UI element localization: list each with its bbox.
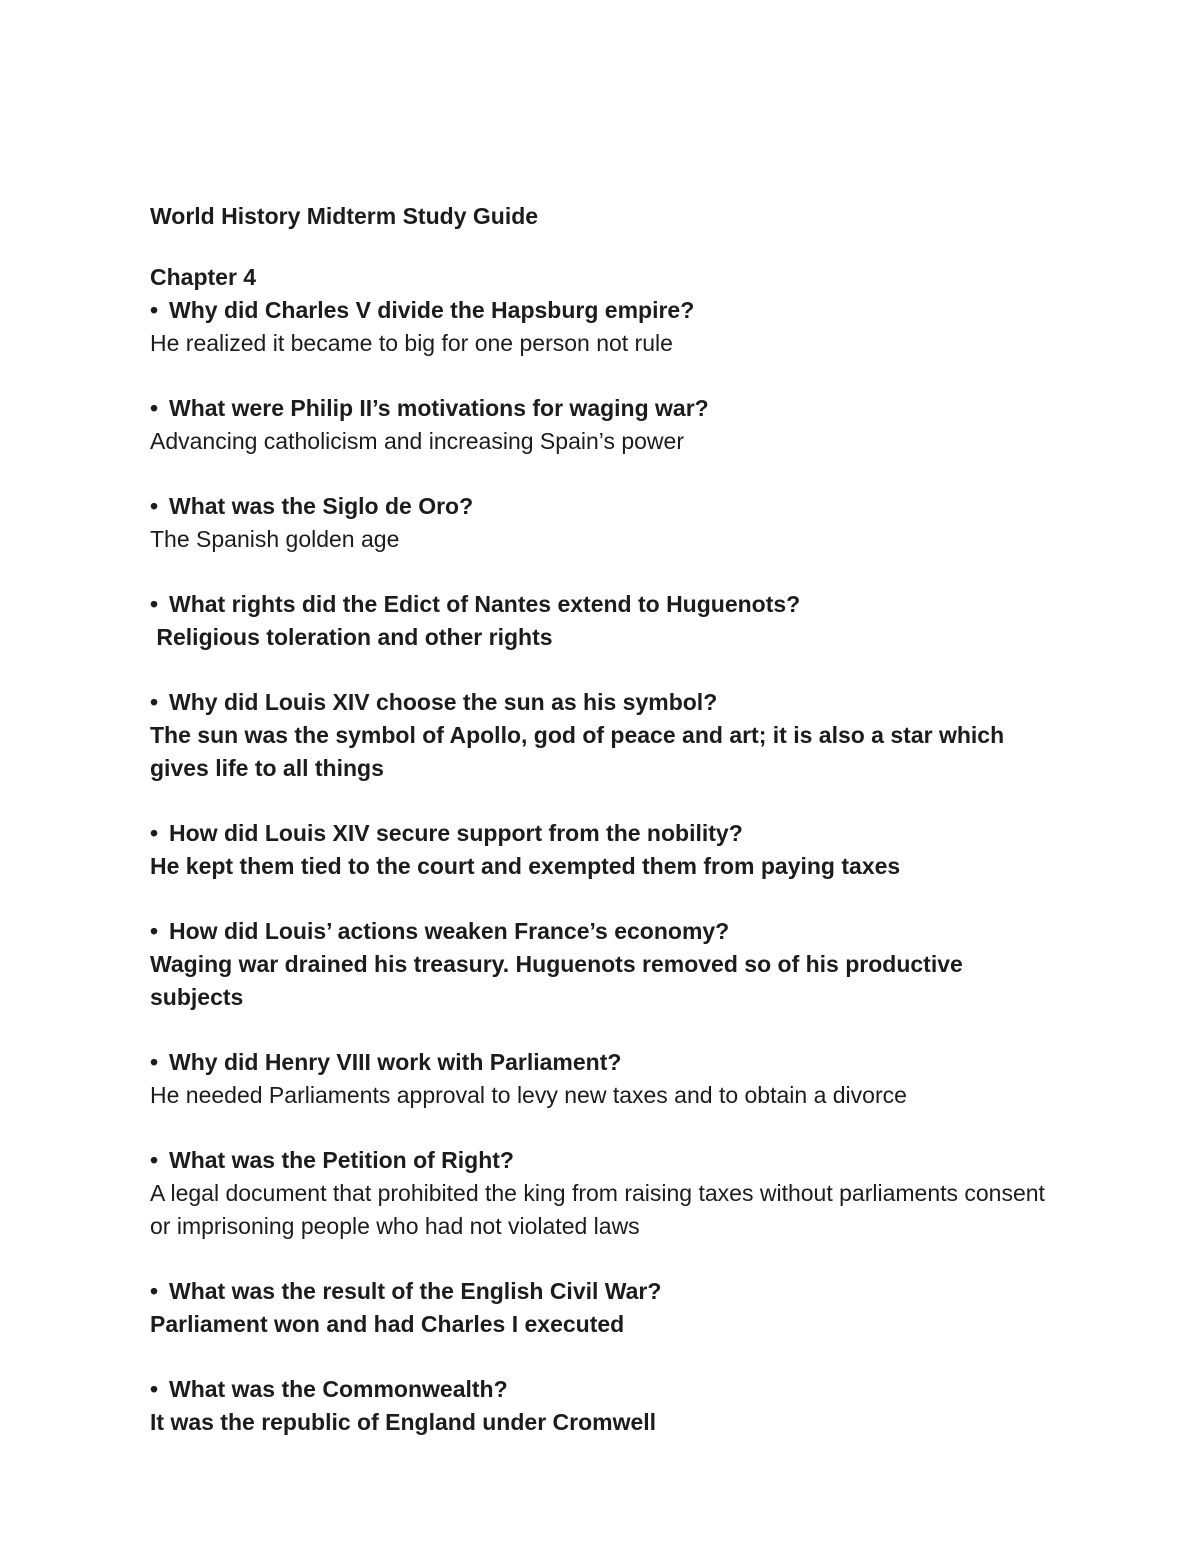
question-text [150, 588, 1050, 621]
chapter-heading: Chapter 4 [150, 264, 257, 290]
bullet-marker: • [150, 395, 159, 421]
bullet-marker: • [150, 297, 159, 323]
bullet-marker: • [150, 1147, 159, 1173]
list-item [150, 490, 1050, 556]
document-title: World History Midterm Study Guide [150, 203, 539, 229]
answer-text: Waging war drained his treasury. Huguenots removed so of his productive subjects [150, 951, 970, 1010]
question-text [150, 915, 1050, 948]
list-item [150, 1046, 1050, 1112]
question-label: How did Louis’ actions weaken France’s economy? [169, 918, 730, 944]
list-item [150, 1275, 1050, 1341]
question-text [150, 392, 1050, 425]
question-text [150, 1144, 1050, 1177]
answer-text: He realized it became to big for one person not rule [150, 330, 673, 356]
question-text [150, 1046, 1050, 1079]
question-label: What were Philip II’s motivations for waging war? [169, 395, 709, 421]
question-label: What was the Siglo de Oro? [169, 493, 474, 519]
answer-text: Religious toleration and other rights [150, 624, 553, 650]
question-text [150, 294, 1050, 327]
list-item [150, 817, 1050, 883]
question-text [150, 490, 1050, 523]
list-item [150, 588, 1050, 654]
question-label: Why did Henry VIII work with Parliament? [169, 1049, 622, 1075]
answer-text: The Spanish golden age [150, 526, 400, 552]
bullet-marker: • [150, 591, 159, 617]
list-item [150, 1144, 1050, 1243]
question-label: What rights did the Edict of Nantes extend to Huguenots? [169, 591, 801, 617]
answer-text: Advancing catholicism and increasing Spain’s power [150, 428, 684, 454]
question-text [150, 1275, 1050, 1308]
question-text [150, 817, 1050, 850]
answer-text: He needed Parliaments approval to levy new taxes and to obtain a divorce [150, 1082, 907, 1108]
answer-text: A legal document that prohibited the king from raising taxes without parliaments consent or imprisoning people who had not violated laws [150, 1180, 1052, 1239]
answer-text: He kept them tied to the court and exempted them from paying taxes [150, 853, 901, 879]
bullet-marker: • [150, 918, 159, 944]
document-page [150, 196, 1050, 1471]
bullet-marker: • [150, 1376, 159, 1402]
question-label: What was the Commonwealth? [169, 1376, 508, 1402]
question-list [150, 294, 1050, 1439]
list-item [150, 294, 1050, 360]
list-item [150, 1373, 1050, 1439]
question-text [150, 1373, 1050, 1406]
question-label: Why did Louis XIV choose the sun as his symbol? [169, 689, 718, 715]
question-text [150, 686, 1050, 719]
list-item [150, 915, 1050, 1014]
list-item [150, 686, 1050, 785]
question-label: Why did Charles V divide the Hapsburg empire? [169, 297, 695, 323]
question-label: What was the result of the English Civil War? [169, 1278, 662, 1304]
bullet-marker: • [150, 493, 159, 519]
bullet-marker: • [150, 689, 159, 715]
answer-text: Parliament won and had Charles I executed [150, 1311, 625, 1337]
bullet-marker: • [150, 1049, 159, 1075]
answer-text: The sun was the symbol of Apollo, god of peace and art; it is also a star which gives life to all things [150, 722, 1011, 781]
bullet-marker: • [150, 820, 159, 846]
answer-text: It was the republic of England under Cromwell [150, 1409, 657, 1435]
list-item [150, 392, 1050, 458]
question-label: What was the Petition of Right? [169, 1147, 514, 1173]
bullet-marker: • [150, 1278, 159, 1304]
question-label: How did Louis XIV secure support from the nobility? [169, 820, 743, 846]
